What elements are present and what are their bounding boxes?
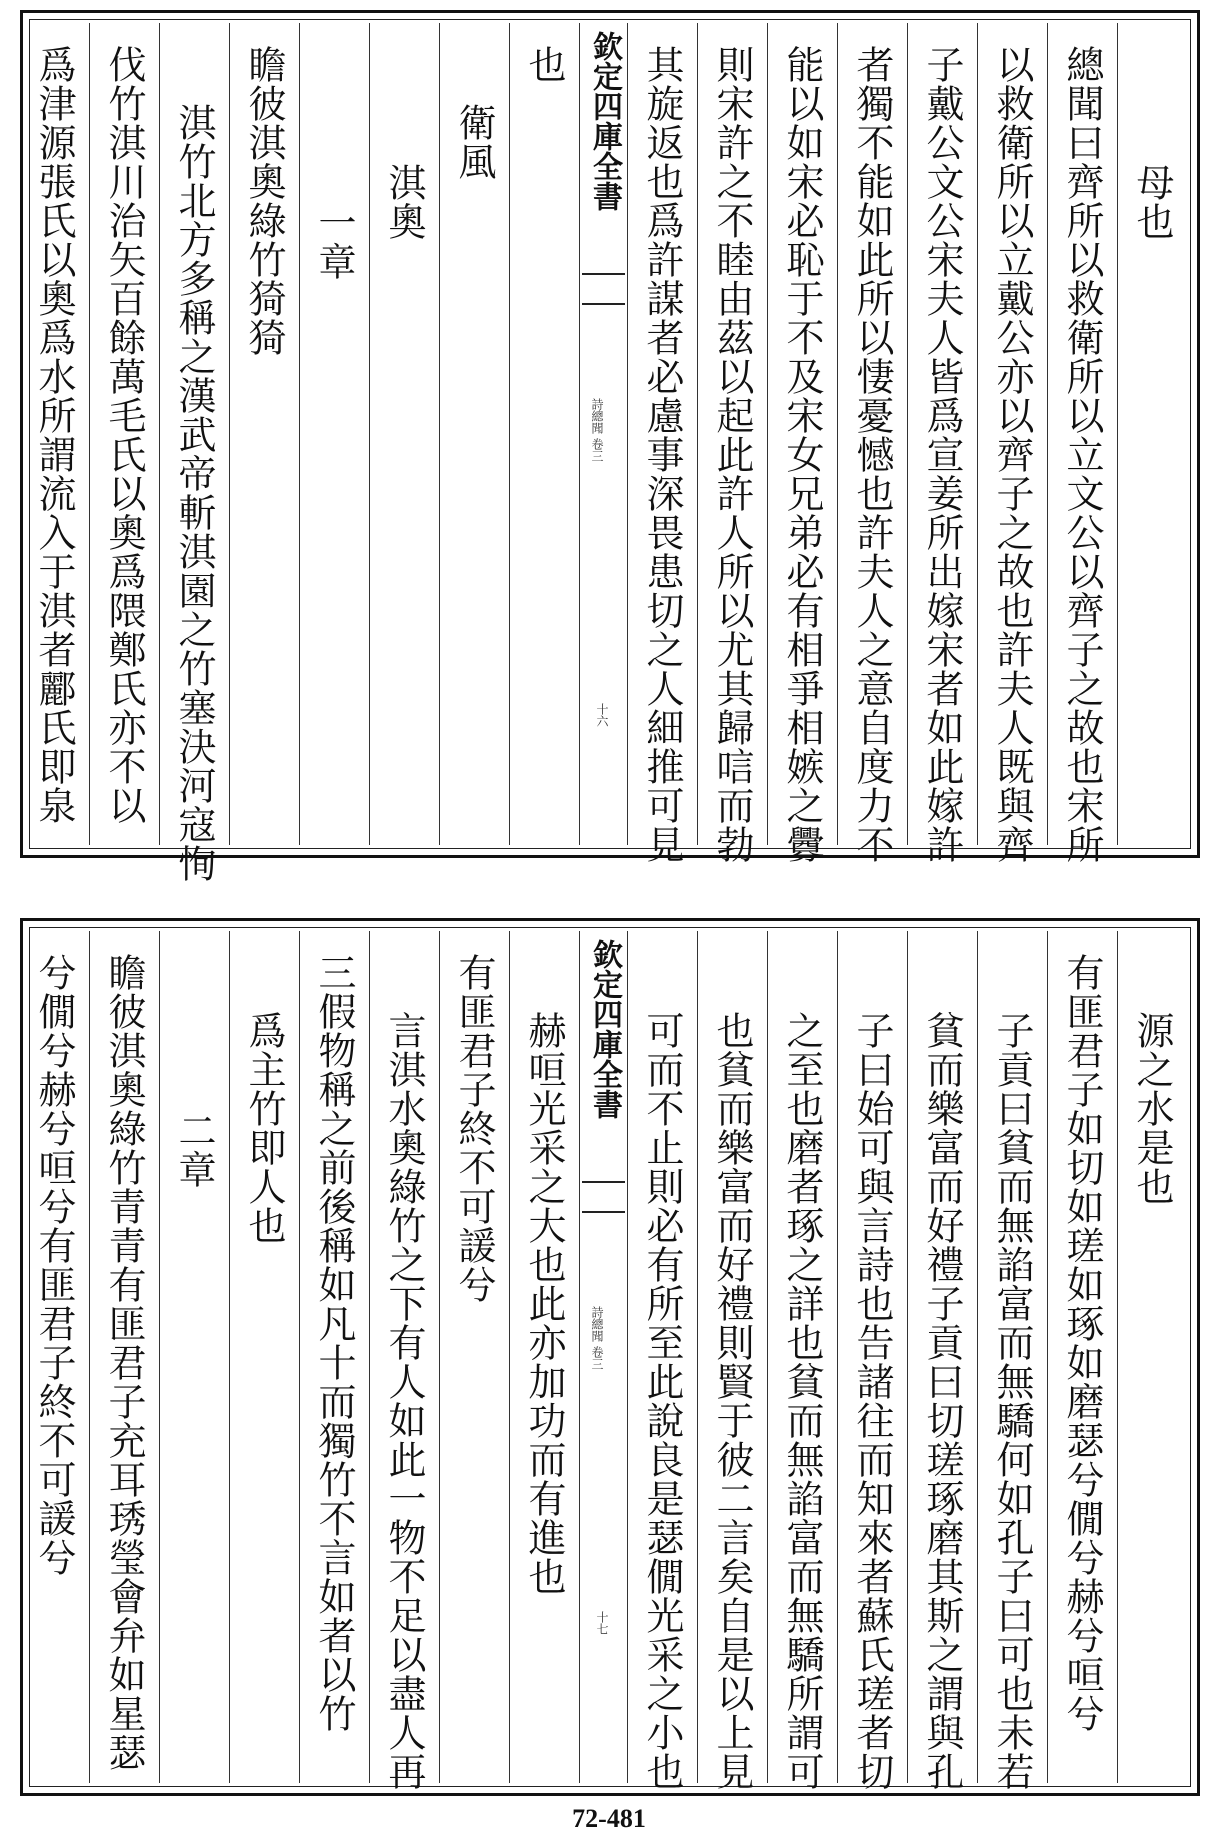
text-column xyxy=(19,931,89,1783)
column-text: 瞻彼淇奧綠竹猗猗 xyxy=(242,45,286,357)
column-text: 子曰始可與言詩也告諸往而知來者蘇氏瑳者切 xyxy=(850,1011,894,1791)
text-column xyxy=(439,931,509,1783)
text-column xyxy=(907,23,977,864)
banner-folio: 十六 xyxy=(595,703,609,727)
text-column xyxy=(509,931,579,1783)
column-text: 則宋許之不睦由茲以起此許人所以尤其歸唁而勃 xyxy=(710,45,754,864)
column-text: 二章 xyxy=(172,1111,216,1189)
banner-side-note: 詩總聞 卷三 xyxy=(590,398,604,462)
column-text: 母也 xyxy=(1130,163,1174,241)
column-text: 瞻彼淇奧綠竹青青有匪君子充耳琇瑩會弁如星瑟 xyxy=(102,953,146,1772)
column-text: 伐竹淇川治矢百餘萬毛氏以奧爲隈鄭氏亦不以 xyxy=(102,45,146,825)
text-column xyxy=(89,23,159,845)
column-text: 總聞曰齊所以救衛所以立文公以齊子之故也宋所 xyxy=(1060,45,1104,864)
banner-side-note: 詩總聞 卷三 xyxy=(590,1306,604,1370)
text-column xyxy=(159,23,229,883)
text-column xyxy=(627,23,697,864)
banner-title: 欽定四庫全書 xyxy=(587,939,622,1119)
column-text: 爲主竹即人也 xyxy=(242,1011,286,1245)
text-column xyxy=(229,931,299,1783)
banner-title: 欽定四庫全書 xyxy=(587,31,622,211)
banner-folio: 十七 xyxy=(595,1611,609,1635)
text-column xyxy=(369,23,439,845)
text-column xyxy=(1047,23,1117,864)
column-text: 貧而樂富而好禮子貢曰切瑳琢磨其斯之謂與孔 xyxy=(920,1011,964,1791)
page-number: 72-481 xyxy=(572,1804,646,1833)
column-text: 赫咺光采之大也此亦加功而有進也 xyxy=(522,1011,566,1596)
text-column xyxy=(299,931,369,1783)
column-text: 源之水是也 xyxy=(1130,1011,1174,1206)
column-text: 爲津源張氏以奧爲水所謂流入于淇者酈氏即泉 xyxy=(32,45,76,825)
column-text: 之至也磨者琢之詳也貧而無諂富而無驕所謂可 xyxy=(780,1011,824,1791)
fishtail-mark xyxy=(582,273,625,305)
text-column xyxy=(907,931,977,1791)
text-column xyxy=(19,23,89,845)
text-column xyxy=(369,931,439,1791)
fishtail-mark xyxy=(582,1181,625,1213)
bottom-page xyxy=(20,918,1200,1796)
column-text: 能以如宋必恥于不及宋女兄弟必有相爭相嫉之釁 xyxy=(780,45,824,864)
column-text: 兮僩兮赫兮咺兮有匪君子終不可諼兮 xyxy=(32,953,76,1577)
text-column xyxy=(1117,23,1187,845)
text-column xyxy=(89,931,159,1783)
column-text: 其旋返也爲許謀者必慮事深畏患切之人細推可見 xyxy=(640,45,684,864)
text-column xyxy=(837,931,907,1791)
column-text: 衛風 xyxy=(452,103,496,181)
text-column xyxy=(627,931,697,1791)
column-text: 以救衛所以立戴公亦以齊子之故也許夫人既與齊 xyxy=(990,45,1034,864)
text-column xyxy=(229,23,299,845)
text-column xyxy=(439,23,509,845)
column-text: 淇奧 xyxy=(382,163,426,241)
top-page-columns xyxy=(32,23,1187,883)
column-text: 有匪君子如切如瑳如琢如磨瑟兮僩兮赫兮咺兮 xyxy=(1060,953,1104,1733)
text-column xyxy=(159,931,229,1783)
column-text: 子貢曰貧而無諂富而無驕何如孔子曰可也未若 xyxy=(990,1011,1034,1791)
bottom-page-columns xyxy=(32,931,1187,1791)
column-text: 三假物稱之前後稱如凡十而獨竹不言如者以竹 xyxy=(312,953,356,1733)
center-banner xyxy=(579,23,627,845)
column-text: 也貧而樂富而好禮則賢于彼二言矣自是以上見 xyxy=(710,1011,754,1791)
text-column xyxy=(697,23,767,864)
text-column xyxy=(299,23,369,845)
column-text: 言淇水奧綠竹之下有人如此一物不足以盡人再 xyxy=(382,1011,426,1791)
column-text: 子戴公文公宋夫人皆爲宣姜所出嫁宋者如此嫁許 xyxy=(920,45,964,864)
column-text: 一章 xyxy=(312,203,356,281)
text-column xyxy=(1047,931,1117,1783)
text-column xyxy=(1117,931,1187,1783)
text-column xyxy=(697,931,767,1791)
text-column xyxy=(977,931,1047,1791)
text-column xyxy=(509,23,579,845)
text-column xyxy=(977,23,1047,864)
column-text: 也 xyxy=(522,45,566,84)
column-text: 可而不止則必有所至此說良是瑟僩光采之小也 xyxy=(640,1011,684,1791)
text-column xyxy=(837,23,907,864)
center-banner xyxy=(579,931,627,1783)
column-text: 淇竹北方多稱之漢武帝斬淇園之竹塞決河寇恂 xyxy=(172,103,216,883)
text-column xyxy=(767,931,837,1791)
column-text: 有匪君子終不可諼兮 xyxy=(452,953,496,1304)
text-column xyxy=(767,23,837,864)
column-text: 者獨不能如此所以悽憂憾也許夫人之意自度力不 xyxy=(850,45,894,864)
top-page xyxy=(20,10,1200,883)
